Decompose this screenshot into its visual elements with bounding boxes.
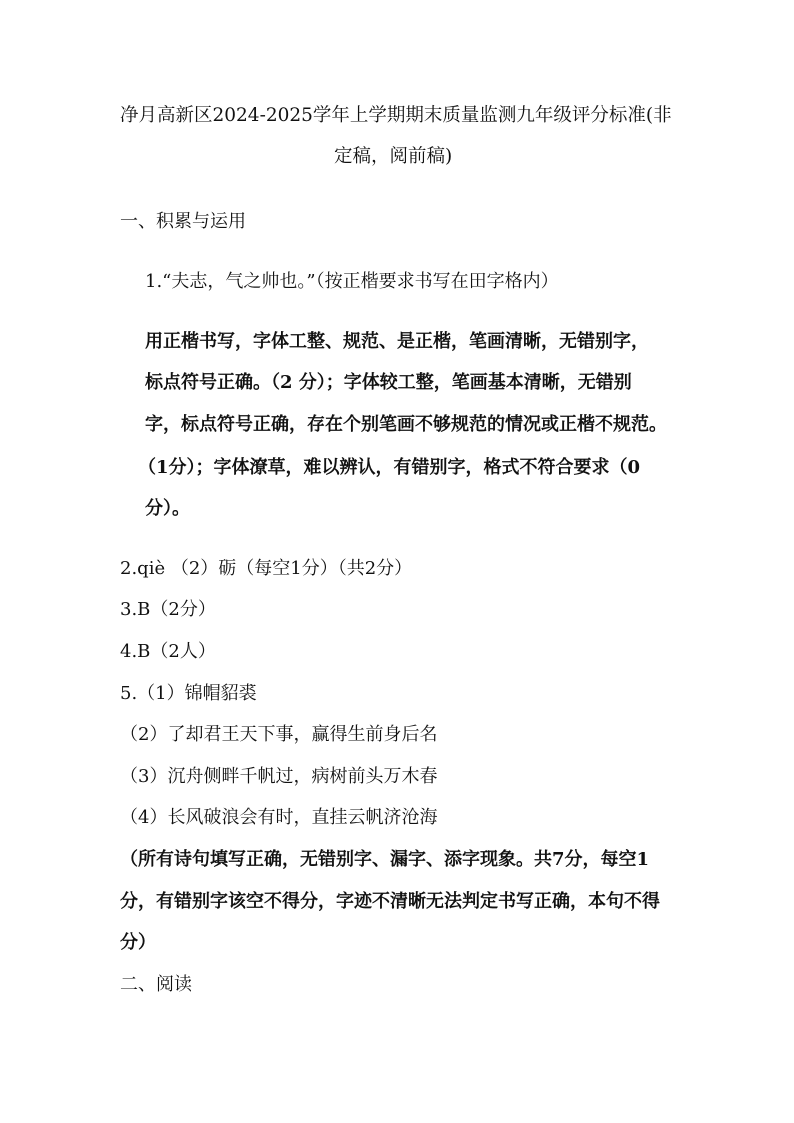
section-heading-1: 一、积累与运用	[120, 211, 246, 232]
question-1-prompt: 1.“夫志，气之帅也。”（按正楷要求书写在田字格内）	[145, 271, 559, 292]
question-5-item: （2）了却君王天下事，赢得生前身后名	[120, 724, 438, 745]
question-5-item: （3）沉舟侧畔千帆过，病树前头万木春	[120, 766, 438, 787]
question-3-answer: 3.B（2分）	[120, 599, 216, 620]
question-1-criteria-line: （1分）；字体潦草，难以辨认，有错别字，格式不符合要求（0	[138, 457, 641, 478]
question-1-criteria-line: 用正楷书写，字体工整、规范、是正楷，笔画清晰，无错别字，	[145, 331, 649, 352]
question-5-scoring-note: （所有诗句填写正确，无错别字、漏字、添字现象。共7分，每空1	[120, 849, 650, 870]
question-5-scoring-note: 分，有错别字该空不得分，字迹不清晰无法判定书写正确，本句不得	[120, 891, 660, 912]
doc-title-line-2: 定稿，阅前稿)	[334, 146, 453, 167]
question-5-item: （4）长风破浪会有时，直挂云帆济沧海	[120, 807, 438, 828]
question-5-item: 5.（1）锦帽貂裘	[120, 683, 257, 704]
doc-title-line-1: 净月高新区2024-2025学年上学期期末质量监测九年级评分标准(非	[120, 105, 672, 126]
question-1-criteria-line: 标点符号正确。（2 分）；字体较工整，笔画基本清晰，无错别	[145, 372, 632, 393]
question-5-scoring-note: 分）	[120, 932, 156, 953]
question-4-answer: 4.B（2人）	[120, 641, 216, 662]
section-heading-2: 二、阅读	[120, 974, 192, 995]
question-1-criteria-line: 分）。	[145, 498, 190, 519]
question-1-criteria-line: 字，标点符号正确，存在个别笔画不够规范的情况或正楷不规范。	[145, 414, 667, 435]
question-2-answer: 2.qiè （2）砺（每空1分）（共2分）	[120, 558, 413, 579]
